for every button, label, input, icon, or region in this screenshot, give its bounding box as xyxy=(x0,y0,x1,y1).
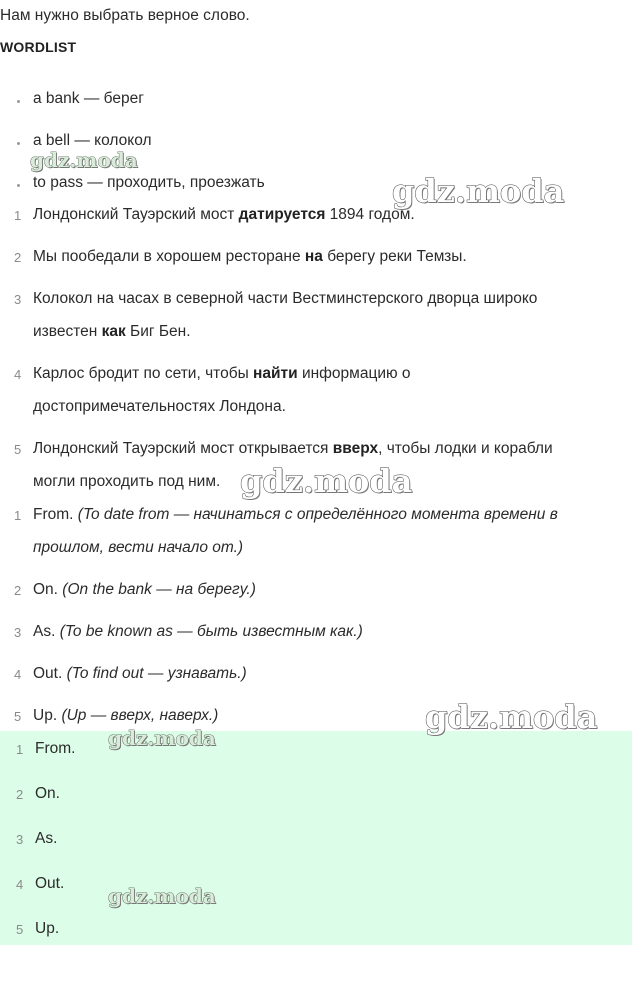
item-number: 3 xyxy=(14,292,22,307)
explanation: Out. (To find out — узнавать.) xyxy=(33,665,247,682)
item-number: 2 xyxy=(14,250,22,265)
answer: Up. xyxy=(35,920,60,937)
sentence: Лондонский Тауэрский мост открывается вверх, чтобы лодки и корабли xyxy=(33,440,553,457)
bullet-icon xyxy=(17,184,20,187)
explanation: On. (On the bank — на берегу.) xyxy=(33,581,256,598)
intro-text: Нам нужно выбрать верное слово. xyxy=(0,7,250,24)
answer-number: 4 xyxy=(16,877,24,892)
wordlist-item: a bank — берег xyxy=(33,90,144,107)
watermark-logo: gdz.moda xyxy=(392,172,565,210)
answer: On. xyxy=(35,785,60,802)
bullet-icon xyxy=(17,100,20,103)
sentence: Мы пообедали в хорошем ресторане на берегу реки Темзы. xyxy=(33,248,467,265)
item-number: 5 xyxy=(14,709,22,724)
explanation: Up. (Up — вверх, наверх.) xyxy=(33,707,219,724)
explanation: прошлом, вести начало от.) xyxy=(33,539,244,556)
watermark-logo: gdz.moda xyxy=(240,462,413,500)
answer: As. xyxy=(35,830,58,847)
watermark-logo: gdz.moda xyxy=(425,698,598,736)
watermark-logo: gdz.moda xyxy=(108,726,216,750)
answer-number: 5 xyxy=(16,922,24,937)
wordlist-heading: WORDLIST xyxy=(0,39,77,55)
explanation: From. (To date from — начинаться с определённого момента времени в xyxy=(33,506,558,523)
sentence: могли проходить под ним. xyxy=(33,473,221,490)
bullet-icon xyxy=(17,142,20,145)
item-number: 5 xyxy=(14,442,22,457)
answers-box xyxy=(0,731,632,945)
item-number: 1 xyxy=(14,508,22,523)
wordlist-item: to pass — проходить, проезжать xyxy=(33,174,265,191)
answer-number: 3 xyxy=(16,832,24,847)
watermark-logo: gdz.moda xyxy=(108,884,216,908)
answer-number: 1 xyxy=(16,742,24,757)
answer: Out. xyxy=(35,875,65,892)
sentence: Колокол на часах в северной части Вестминстерского дворца широко xyxy=(33,290,538,307)
sentence: Лондонский Тауэрский мост датируется 1894 годом. xyxy=(33,206,415,223)
item-number: 2 xyxy=(14,583,22,598)
sentence: известен как Биг Бен. xyxy=(33,323,191,340)
item-number: 3 xyxy=(14,625,22,640)
wordlist-item: a bell — колокол xyxy=(33,132,152,149)
sentence: достопримечательностях Лондона. xyxy=(33,398,286,415)
answer: From. xyxy=(35,740,76,757)
answer-number: 2 xyxy=(16,787,24,802)
sentence: Карлос бродит по сети, чтобы найти информацию о xyxy=(33,365,411,382)
watermark-logo: gdz.moda xyxy=(30,148,138,172)
explanation: As. (To be known as — быть известным как.) xyxy=(33,623,363,640)
item-number: 4 xyxy=(14,667,22,682)
item-number: 4 xyxy=(14,367,22,382)
item-number: 1 xyxy=(14,208,22,223)
